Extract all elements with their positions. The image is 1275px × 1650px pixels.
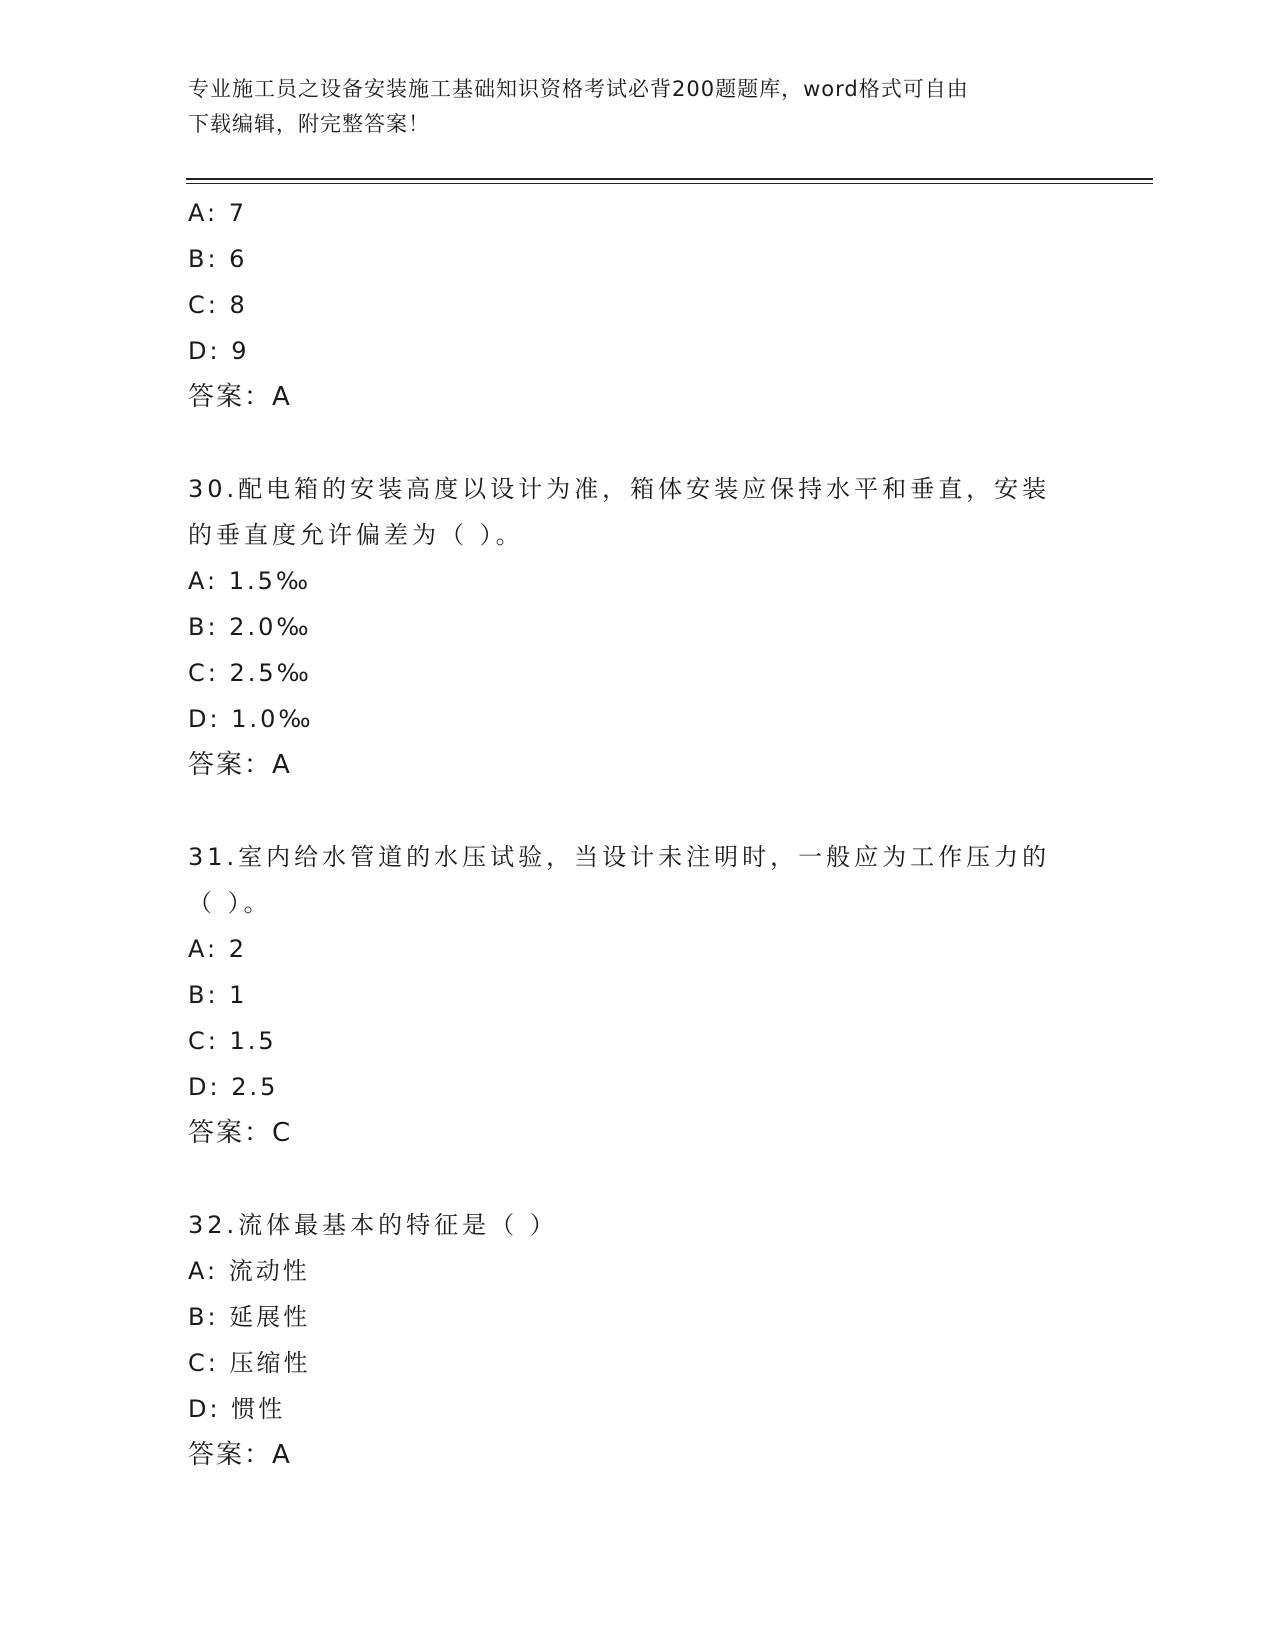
option-c: C: 2.5‰ bbox=[188, 659, 312, 687]
question-32 bbox=[188, 1202, 1088, 1478]
option-a: A: 2 bbox=[188, 935, 247, 963]
question-text-line-1: 31.室内给水管道的水压试验，当设计未注明时，一般应为工作压力的 bbox=[188, 843, 1051, 871]
option-d: D: 2.5 bbox=[188, 1073, 279, 1101]
option-b: B: 6 bbox=[188, 245, 248, 273]
answer-line: 答案：A bbox=[188, 750, 292, 780]
question-29 bbox=[188, 190, 1088, 420]
spacer bbox=[188, 1156, 1088, 1202]
spacer bbox=[188, 420, 1088, 466]
question-31 bbox=[188, 834, 1088, 1156]
header-line-2: 下载编辑，附完整答案！ bbox=[188, 112, 430, 136]
header-divider-thick bbox=[186, 178, 1153, 180]
option-b: B: 2.0‰ bbox=[188, 613, 312, 641]
question-text-line-2: 的垂直度允许偏差为（ ）。 bbox=[188, 521, 524, 549]
document-header bbox=[188, 72, 1088, 142]
option-d: D: 惯性 bbox=[188, 1395, 286, 1423]
option-c: C: 1.5 bbox=[188, 1027, 277, 1055]
option-d: D: 9 bbox=[188, 337, 250, 365]
question-30 bbox=[188, 466, 1088, 788]
question-text-line-1: 30.配电箱的安装高度以设计为准，箱体安装应保持水平和垂直，安装 bbox=[188, 475, 1051, 503]
header-divider-thin bbox=[186, 183, 1153, 184]
question-list bbox=[188, 190, 1088, 1478]
answer-line: 答案：A bbox=[188, 382, 292, 412]
answer-line: 答案：C bbox=[188, 1118, 293, 1148]
question-text-line-2: （ ）。 bbox=[188, 889, 272, 917]
option-d: D: 1.0‰ bbox=[188, 705, 314, 733]
answer-line: 答案：A bbox=[188, 1440, 292, 1470]
header-line-1: 专业施工员之设备安装施工基础知识资格考试必背200题题库，word格式可自由 bbox=[188, 77, 969, 101]
option-c: C: 8 bbox=[188, 291, 248, 319]
option-a: A: 流动性 bbox=[188, 1257, 310, 1285]
question-text-line-1: 32.流体最基本的特征是（ ） bbox=[188, 1211, 558, 1239]
option-b: B: 延展性 bbox=[188, 1303, 311, 1331]
option-c: C: 压缩性 bbox=[188, 1349, 311, 1377]
option-a: A: 7 bbox=[188, 199, 247, 227]
option-b: B: 1 bbox=[188, 981, 248, 1009]
option-a: A: 1.5‰ bbox=[188, 567, 312, 595]
spacer bbox=[188, 788, 1088, 834]
